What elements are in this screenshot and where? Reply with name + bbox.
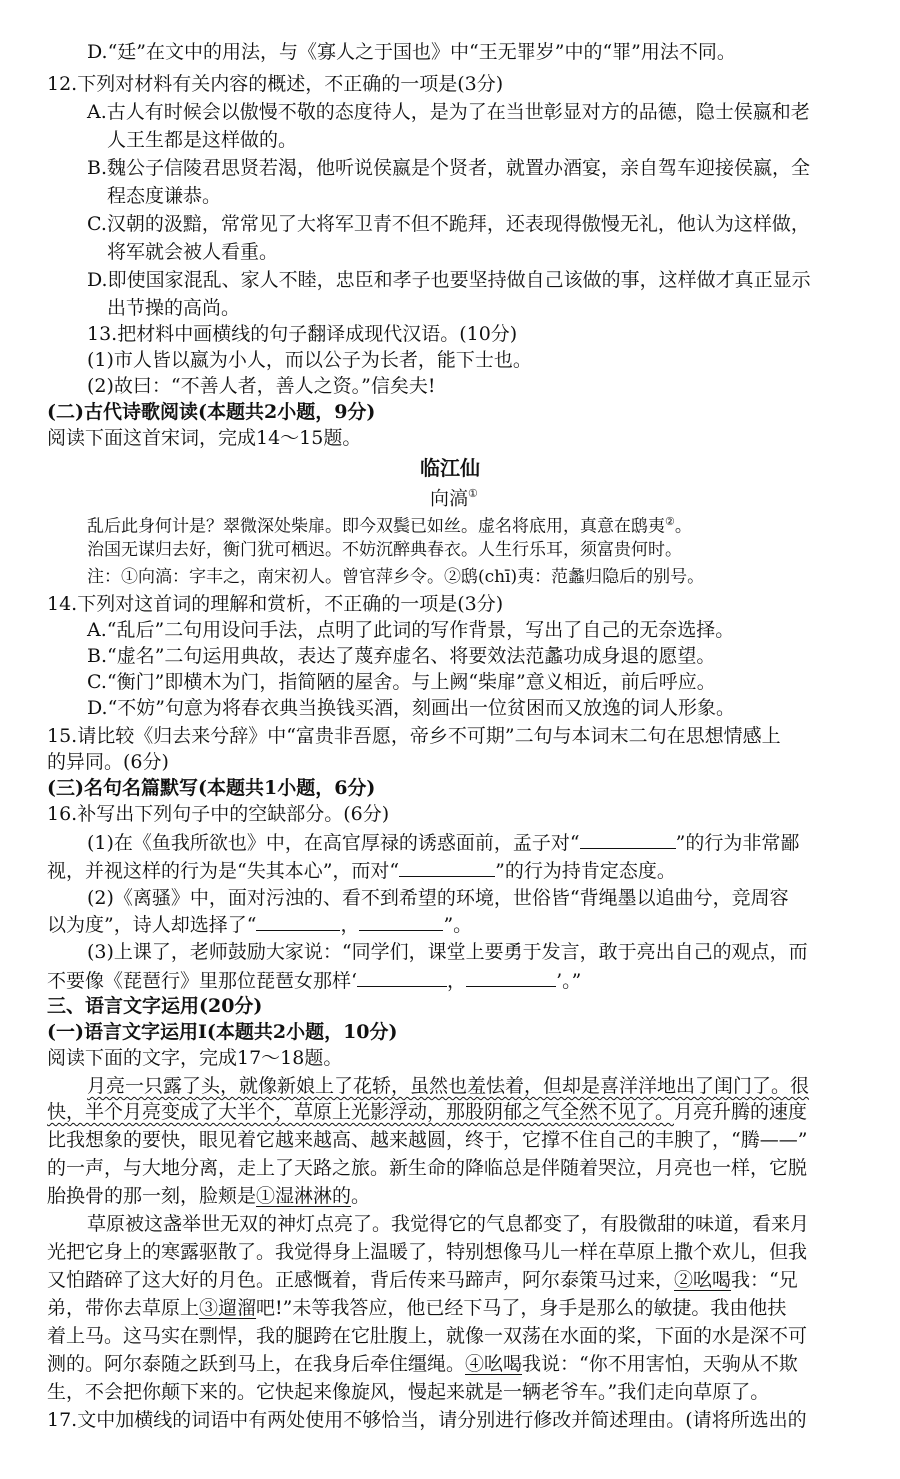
q14-stem: 14.下列对这首词的理解和赏析，不正确的一项是(3分)	[47, 593, 504, 615]
poem-notes: 注：①向滈：字丰之，南宋初人。曾官萍乡令。②鸱(chī)夷：范蠡归隐后的别号。	[87, 567, 705, 587]
section-recitation-heading: (三)名句名篇默写(本题共1小题，6分)	[47, 777, 376, 799]
q12-option-a: A.古人有时候会以傲慢不敬的态度待人，是为了在当世彰显对方的品德，隐士侯嬴和老	[87, 101, 810, 123]
q12-option-a-cont: 人王生都是这样做的。	[107, 129, 298, 151]
subsection-language-1-heading: (一)语言文字运用Ⅰ(本题共2小题，10分)	[47, 1021, 398, 1043]
q16-item-1-text-b: ”的行为非常鄙	[675, 832, 800, 854]
fill-blank[interactable]	[359, 912, 443, 931]
q15-stem-cont: 的异同。(6分)	[47, 751, 169, 773]
q12-option-d: D.即使国家混乱、家人不睦，忠臣和孝子也要坚持做自己该做的事，这样做才真正显示	[87, 269, 811, 291]
q11-option-d: D.“廷”在文中的用法，与《寡人之于国也》中“王无罪岁”中的“罪”用法不同。	[87, 41, 736, 63]
q13-stem: 13.把材料中画横线的句子翻译成现代汉语。(10分)	[87, 323, 518, 345]
passage-line-5-text: 胎换骨的那一刻，脸颊是	[47, 1185, 257, 1207]
q12-stem: 12.下列对材料有关内容的概述，不正确的一项是(3分)	[47, 73, 504, 95]
section-language-heading: 三、语言文字运用(20分)	[47, 995, 263, 1017]
q16-item-2-text-a: 以为度”，诗人却选择了“	[47, 914, 257, 936]
poem-line-2: 治国无谋归去好，衡门犹可栖迟。不妨沉醉典春衣。人生行乐耳，须富贵何时。	[87, 540, 682, 560]
q16-item-3-text-a: 不要像《琵琶行》里那位琵琶女那样‘	[47, 970, 358, 992]
poem-author-name: 向滈	[430, 487, 469, 510]
q16-item-2: (2)《离骚》中，面对污浊的、看不到希望的环境，世俗皆“背绳墨以追曲兮，竞周容	[87, 887, 789, 909]
marked-word-3: ③遛溜	[199, 1297, 257, 1319]
passage-line-12: 生，不会把你颠下来的。它快起来像旋风，慢起来就是一辆老爷车。”我们走向草原了。	[47, 1381, 770, 1403]
passage-line-9	[47, 1296, 786, 1320]
underlined-sentence-cont: 快，半个月亮变成了大半个，草原上光影浮动，那股阴郁之气全然不见了。	[47, 1101, 675, 1123]
q12-option-c-cont: 将军就会被人看重。	[107, 241, 279, 263]
q16-item-1-cont	[47, 858, 676, 883]
passage-line-7: 光把它身上的寒露驱散了。我觉得身上温暖了，特别想像马儿一样在草原上撒个欢儿，但我	[47, 1241, 808, 1263]
q12-option-b: B.魏公子信陵君思贤若渴，他听说侯嬴是个贤者，就置办酒宴，亲自驾车迎接侯嬴，全	[87, 157, 811, 179]
q16-item-3-text-b: ’。”	[556, 970, 582, 992]
q17-stem: 17.文中加横线的词语中有两处使用不够恰当，请分别进行修改并简述理由。(请将所选出的	[47, 1409, 807, 1431]
passage-line-2	[47, 1100, 807, 1124]
fill-blank[interactable]	[357, 968, 447, 987]
passage-line-11	[47, 1352, 798, 1376]
q16-item-1	[87, 830, 799, 855]
q14-option-c: C.“衡门”即横木为门，指简陋的屋舍。与上阙“柴扉”意义相近，前后呼应。	[87, 671, 716, 693]
passage-line-11-text: 测的。阿尔泰随之跃到马上，在我身后牵住缰绳。	[47, 1353, 466, 1375]
q13-item-1: (1)市人皆以嬴为小人，而以公子为长者，能下士也。	[87, 349, 532, 371]
passage-line-9-text: 弟，带你去草原上	[47, 1297, 200, 1319]
q16-item-1-text-c: 视，并视这样的行为是“失其本心”，而对“	[47, 860, 400, 882]
q14-option-b: B.“虚名”二句运用典故，表达了蔑弃虚名、将要效法范蠡功成身退的愿望。	[87, 645, 716, 667]
marked-word-4: ④吆喝	[465, 1353, 523, 1375]
q12-option-d-cont: 出节操的高尚。	[107, 297, 241, 319]
passage-line-8-text: 又怕踏碎了这大好的月色。正感慨着，背后传来马蹄声，阿尔泰策马过来，	[47, 1269, 675, 1291]
q16-item-2-cont: 以为度”，诗人却选择了“ ， ”。	[47, 914, 473, 936]
passage-line-5-end: 。	[351, 1185, 371, 1207]
passage-line-1	[87, 1074, 809, 1098]
poem-line-1-text: 乱后此身何计是？翠微深处柴扉。即今双鬓已如丝。虚名将底用，真意在鸱夷	[87, 516, 665, 537]
passage-line-4: 的一声，与大地分离，走上了天路之旅。新生命的降临总是伴随着哭泣，月亮也一样，它脱	[47, 1157, 808, 1179]
passage-line-8	[47, 1268, 798, 1292]
q16-stem: 16.补写出下列句子中的空缺部分。(6分)	[47, 803, 390, 825]
fill-blank[interactable]	[466, 968, 556, 987]
poem-author	[430, 482, 478, 510]
q12-option-b-cont: 程态度谦恭。	[107, 185, 222, 207]
passage-line-3: 比我想象的要快，眼见着它越来越高、越来越圆，终于，它撑不住自己的丰腴了，“腾——”	[47, 1129, 808, 1151]
passage-line-11-tail: 我说：“你不用害怕，天驹从不欺	[522, 1353, 798, 1375]
q15-stem: 15.请比较《归去来兮辞》中“富贵非吾愿，帝乡不可期”二句与本词末二句在思想情感上	[47, 725, 781, 747]
q16-item-1-text-d: ”的行为持肯定态度。	[495, 860, 676, 882]
marked-word-2: ②吆喝	[674, 1269, 732, 1291]
passage-line-10: 着上马。这马实在剽悍，我的腿跨在它肚腹上，就像一双荡在水面的桨，下面的水是深不可	[47, 1325, 808, 1347]
q16-item-2-text-b: ”。	[443, 914, 473, 936]
underlined-sentence: 月亮一只露了头，就像新娘上了花轿，虽然也羞怯着，但却是喜洋洋地出了闺门了。很	[87, 1075, 810, 1097]
footnote-mark-1: ①	[468, 487, 478, 500]
q14-option-a: A.“乱后”二句用设问手法，点明了此词的写作背景，写出了自己的无奈选择。	[87, 619, 735, 641]
poetry-instruction: 阅读下面这首宋词，完成14～15题。	[47, 427, 362, 449]
reading-instruction: 阅读下面的文字，完成17～18题。	[47, 1047, 343, 1069]
passage-line-2-tail: 月亮升腾的速度	[674, 1101, 808, 1123]
q12-option-c: C.汉朝的汲黯，常常见了大将军卫青不但不跪拜，还表现得傲慢无礼，他认为这样做，	[87, 213, 810, 235]
passage-line-5	[47, 1184, 370, 1208]
section-poetry-heading: (二)古代诗歌阅读(本题共2小题，9分)	[47, 401, 376, 423]
fill-blank[interactable]	[399, 858, 495, 877]
fill-blank[interactable]	[580, 830, 676, 849]
q16-item-3: (3)上课了，老师鼓励大家说：“同学们，课堂上要勇于发言，敢于亮出自己的观点，而	[87, 941, 808, 963]
poem-line-1: 乱后此身何计是？翠微深处柴扉。即今双鬓已如丝。虚名将底用，真意在鸱夷②。	[87, 515, 692, 537]
q14-option-d: D.“不妨”句意为将春衣典当换钱买酒，刻画出一位贫困而又放逸的词人形象。	[87, 697, 736, 719]
q13-item-2: (2)故曰：“不善人者，善人之资。”信矣夫!	[87, 375, 436, 397]
footnote-mark-2: ②	[665, 515, 675, 528]
passage-line-8-tail: 我：“兄	[731, 1269, 798, 1291]
q16-item-3-cont: 不要像《琵琶行》里那位琵琶女那样‘ ， ’。”	[47, 970, 582, 992]
passage-line-9-tail: 吧!”未等我答应，他已经下马了，身手是那么的敏捷。我由他扶	[256, 1297, 787, 1319]
q16-item-1-text-a: (1)在《鱼我所欲也》中，在高官厚禄的诱惑面前，孟子对“	[87, 832, 580, 854]
passage-line-6: 草原被这盏举世无双的神灯点亮了。我觉得它的气息都变了，有股微甜的味道，看来月	[87, 1213, 810, 1235]
fill-blank[interactable]	[256, 912, 340, 931]
poem-title: 临江仙	[420, 456, 480, 480]
marked-word-1: ①湿淋淋的	[256, 1185, 352, 1207]
